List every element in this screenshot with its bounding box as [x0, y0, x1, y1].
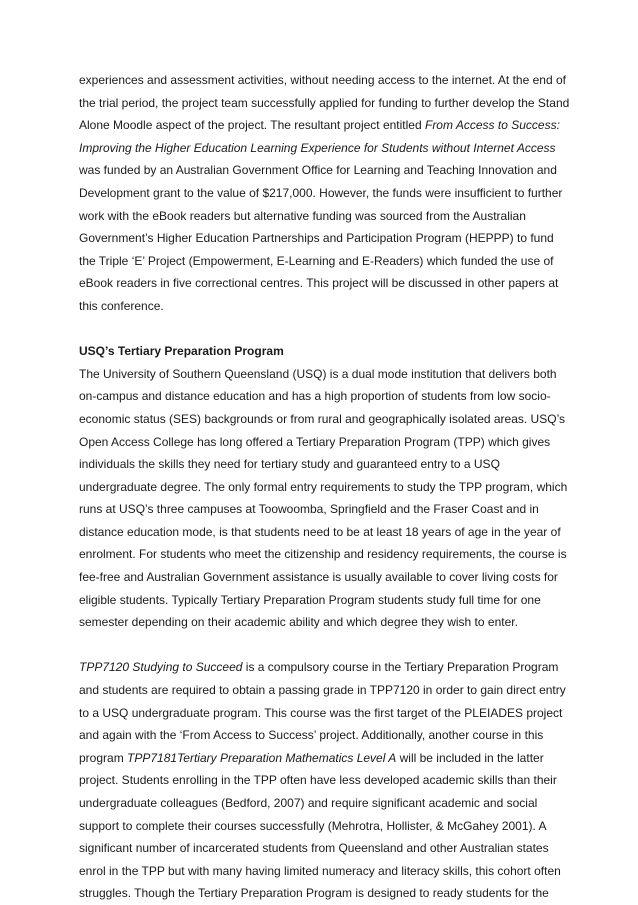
text-segment: runs at USQ’s three campuses at Toowoomba, Springfield and the Fraser Coast and in: [79, 502, 539, 517]
text-line: [79, 747, 565, 770]
text-segment: Alone Moodle aspect of the project. The resultant project entitled: [79, 118, 425, 133]
text-line: [79, 205, 565, 228]
text-line: [79, 408, 565, 431]
text-line: [79, 882, 565, 905]
text-line: [79, 543, 565, 566]
text-segment: the Triple ‘E’ Project (Empowerment, E-Learning and E-Readers) which funded the use of: [79, 253, 554, 268]
text-line: [79, 363, 565, 386]
text-line: [79, 137, 565, 160]
text-line: [79, 566, 565, 589]
text-segment: and again with the ‘From Access to Success’ project. Additionally, another course in this: [79, 728, 544, 743]
italic-text: TPP7120 Studying to Succeed: [79, 660, 243, 675]
text-segment: significant number of incarcerated students from Queensland and other Australian states: [79, 841, 549, 856]
text-segment: experiences and assessment activities, without needing access to the internet. At the end of: [79, 73, 566, 87]
paragraph: [79, 656, 565, 905]
text-line: [79, 431, 565, 454]
italic-text: TPP7181Tertiary Preparation Mathematics Level A: [127, 750, 397, 765]
text-line: [79, 656, 565, 679]
paragraph-gap: [79, 634, 565, 657]
italic-text: From Access to Success:: [424, 118, 560, 133]
text-segment: struggles. Though the Tertiary Preparation Program is designed to ready students for the: [79, 886, 549, 901]
text-line: [79, 159, 565, 182]
text-segment: the trial period, the project team successfully applied for funding to further develop the Stand: [79, 95, 570, 110]
text-segment: economic status (SES) backgrounds or from rural and geographically isolated areas. USQ’s: [79, 411, 566, 426]
text-line: [79, 724, 565, 747]
text-segment: fee-free and Australian Government assistance is usually available to cover living costs for: [79, 570, 558, 585]
text-segment: to a USQ undergraduate program. This course was the first target of the PLEIADES project: [79, 705, 563, 720]
text-line: [79, 498, 565, 521]
text-segment: semester depending on their academic ability and which degree they wish to enter.: [79, 615, 518, 630]
text-line: [79, 227, 565, 250]
paragraph-gap: [79, 318, 565, 341]
text-segment: distance education mode, is that students need to be at least 18 years of age in the year of: [79, 524, 561, 539]
text-segment: Open Access College has long offered a Tertiary Preparation Program (TPP) which gives: [79, 434, 551, 449]
text-segment: eligible students. Typically Tertiary Preparation Program students study full time for one: [79, 592, 541, 607]
document-body: [79, 69, 570, 905]
text-line: [79, 702, 565, 725]
text-segment: this conference.: [79, 298, 164, 313]
text-segment: work with the eBook readers but alternative funding was sourced from the Australian: [79, 208, 526, 223]
text-segment: individuals the skills they need for tertiary study and guaranteed entry to a USQ: [79, 457, 500, 472]
text-line: [79, 815, 565, 838]
text-segment: project. Students enrolling in the TPP often have less developed academic skills than their: [79, 773, 557, 788]
text-line: [79, 679, 565, 702]
text-segment: eBook readers in five correctional centres. This project will be discussed in other papers at: [79, 276, 559, 291]
text-line: [79, 453, 565, 476]
text-line: [79, 860, 565, 883]
text-segment: undergraduate degree. The only formal entry requirements to study the TPP program, which: [79, 479, 568, 494]
text-line: [79, 611, 565, 634]
text-segment: is a compulsory course in the Tertiary Preparation Program: [242, 660, 559, 675]
text-segment: was funded by an Australian Government Office for Learning and Teaching Innovation and: [79, 163, 557, 178]
paragraph: [79, 69, 570, 318]
text-segment: Development grant to the value of $217,000. However, the funds were insufficient to further: [79, 185, 563, 200]
section-heading: [79, 340, 565, 363]
text-line: [79, 589, 565, 612]
text-line: [79, 521, 565, 544]
text-segment: on-campus and distance education and has a high proportion of students from low socio-: [79, 389, 551, 404]
text-segment: Government’s Higher Education Partnerships and Participation Program (HEPPP) to fund: [79, 231, 554, 246]
text-line: [79, 182, 565, 205]
text-line: [79, 769, 565, 792]
bold-text: USQ’s Tertiary Preparation Program: [79, 344, 284, 359]
text-line: [79, 272, 565, 295]
text-segment: enrol in the TPP but with many having limited numeracy and literacy skills, this cohort often: [79, 863, 561, 878]
text-segment: will be included in the latter: [396, 750, 544, 765]
text-segment: undergraduate colleagues (Bedford, 2007) and require significant academic and social: [79, 796, 538, 810]
text-line: [79, 114, 565, 137]
text-line: [79, 92, 570, 115]
text-line: [79, 69, 565, 92]
italic-text: Improving the Higher Education Learning Experience for Students without Internet Access: [79, 140, 556, 155]
text-segment: program: [79, 750, 128, 765]
text-line: [79, 295, 565, 318]
section-tertiary-preparation: [79, 340, 568, 634]
text-segment: The University of Southern Queensland (USQ) is a dual mode institution that delivers both: [79, 366, 557, 381]
text-line: [79, 837, 565, 860]
text-segment: support to complete their courses successfully (Mehrotra, Hollister, & McGahey 2001). A: [79, 818, 547, 833]
text-line: [79, 250, 565, 273]
text-segment: and students are required to obtain a passing grade in TPP7120 in order to gain direct entry: [79, 683, 566, 698]
text-segment: enrolment. For students who meet the citizenship and residency requirements, the course is: [79, 547, 567, 562]
text-line: [79, 385, 565, 408]
text-line: [79, 792, 565, 815]
text-line: [79, 476, 568, 499]
